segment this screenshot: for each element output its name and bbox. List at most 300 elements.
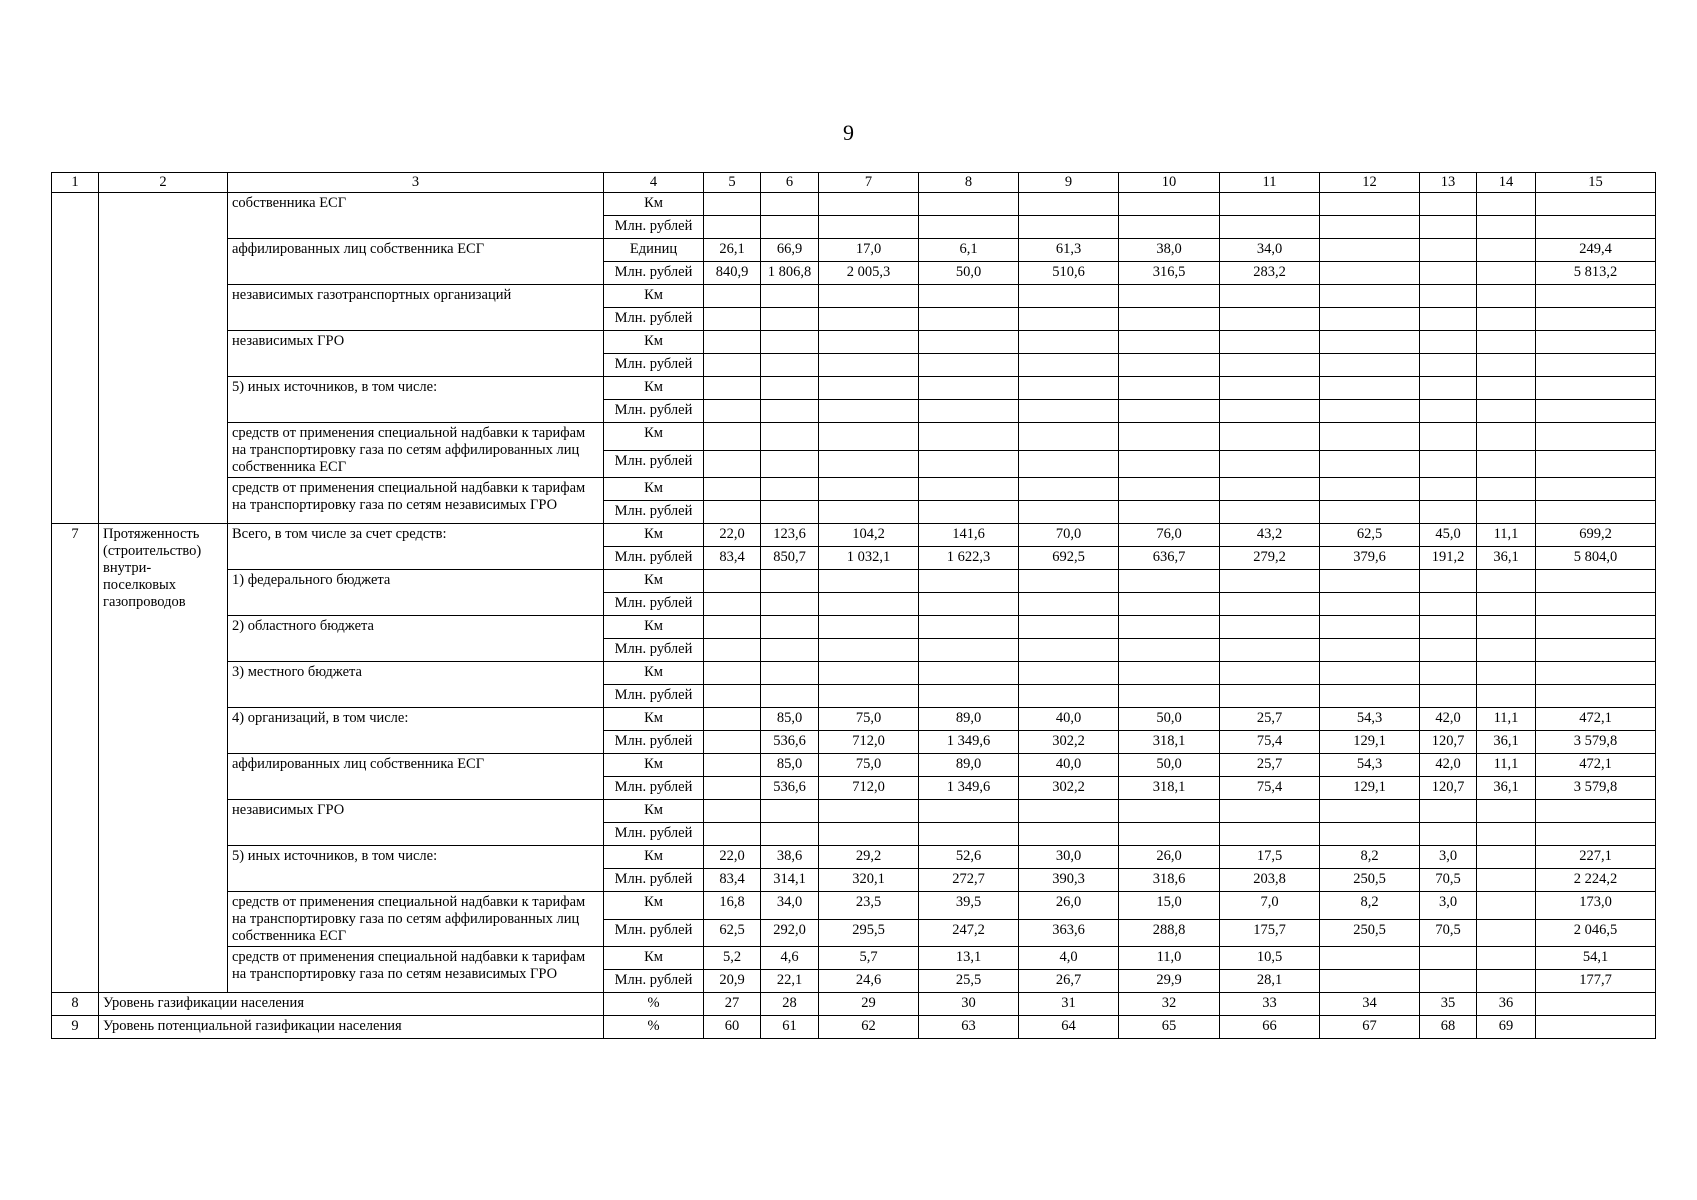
unit-cell: Км xyxy=(604,377,704,400)
unit-cell: Км xyxy=(604,892,704,920)
unit-cell: Единиц xyxy=(604,239,704,262)
value-cell xyxy=(1477,685,1536,708)
value-cell xyxy=(1019,331,1119,354)
value-cell: 302,2 xyxy=(1019,777,1119,800)
value-cell xyxy=(704,754,761,777)
value-cell xyxy=(1019,501,1119,524)
value-cell xyxy=(1536,400,1656,423)
value-cell xyxy=(1220,216,1320,239)
value-cell xyxy=(819,593,919,616)
value-cell: 104,2 xyxy=(819,524,919,547)
value-cell: 33 xyxy=(1220,993,1320,1016)
unit-cell: Млн. рублей xyxy=(604,262,704,285)
value-cell: 61,3 xyxy=(1019,239,1119,262)
value-cell: 1 622,3 xyxy=(919,547,1019,570)
value-cell xyxy=(1019,308,1119,331)
value-cell: 279,2 xyxy=(1220,547,1320,570)
header-row xyxy=(52,173,1656,193)
value-cell: 50,0 xyxy=(1119,708,1220,731)
value-cell xyxy=(704,331,761,354)
value-cell xyxy=(1119,193,1220,216)
unit-cell: Млн. рублей xyxy=(604,400,704,423)
value-cell: 1 806,8 xyxy=(761,262,819,285)
table-row xyxy=(52,239,1656,262)
value-cell xyxy=(1536,308,1656,331)
value-cell xyxy=(819,354,919,377)
value-cell xyxy=(1536,593,1656,616)
item-name-cell: 2) областного бюджета xyxy=(228,616,604,662)
value-cell xyxy=(1477,377,1536,400)
column-header: 3 xyxy=(228,173,604,193)
unit-cell: Млн. рублей xyxy=(604,970,704,993)
column-header: 11 xyxy=(1220,173,1320,193)
value-cell: 27 xyxy=(704,993,761,1016)
value-cell xyxy=(1119,501,1220,524)
value-cell: 29,2 xyxy=(819,846,919,869)
value-cell: 38,6 xyxy=(761,846,819,869)
value-cell xyxy=(1477,892,1536,920)
value-cell xyxy=(1477,400,1536,423)
value-cell xyxy=(1420,616,1477,639)
column-header: 15 xyxy=(1536,173,1656,193)
value-cell xyxy=(1420,423,1477,451)
value-cell xyxy=(1119,377,1220,400)
value-cell: 50,0 xyxy=(1119,754,1220,777)
value-cell xyxy=(1420,947,1477,970)
value-cell xyxy=(1420,662,1477,685)
value-cell xyxy=(1477,331,1536,354)
unit-cell: Млн. рублей xyxy=(604,593,704,616)
value-cell: 36 xyxy=(1477,993,1536,1016)
value-cell: 227,1 xyxy=(1536,846,1656,869)
table-row xyxy=(52,193,1656,216)
value-cell xyxy=(919,450,1019,478)
value-cell: 5 813,2 xyxy=(1536,262,1656,285)
item-name-cell: 5) иных источников, в том числе: xyxy=(228,377,604,423)
value-cell xyxy=(704,731,761,754)
value-cell: 2 046,5 xyxy=(1536,919,1656,947)
value-cell xyxy=(819,423,919,451)
value-cell xyxy=(1320,823,1420,846)
value-cell xyxy=(1420,800,1477,823)
value-cell xyxy=(1536,800,1656,823)
value-cell xyxy=(761,823,819,846)
value-cell: 17,5 xyxy=(1220,846,1320,869)
value-cell: 36,1 xyxy=(1477,731,1536,754)
value-cell xyxy=(819,478,919,501)
value-cell: 28 xyxy=(761,993,819,1016)
value-cell xyxy=(704,400,761,423)
value-cell xyxy=(1420,685,1477,708)
value-cell xyxy=(1536,331,1656,354)
value-cell: 1 349,6 xyxy=(919,777,1019,800)
value-cell xyxy=(1477,239,1536,262)
value-cell: 22,0 xyxy=(704,524,761,547)
value-cell xyxy=(1320,616,1420,639)
item-name-cell: независимых ГРО xyxy=(228,331,604,377)
column-header: 4 xyxy=(604,173,704,193)
item-name-cell: аффилированных лиц собственника ЕСГ xyxy=(228,754,604,800)
value-cell: 52,6 xyxy=(919,846,1019,869)
item-name-cell: средств от применения специальной надбавки к тарифам на транспортировку газа по сетям независимых ГРО xyxy=(228,947,604,993)
value-cell: 26,7 xyxy=(1019,970,1119,993)
value-cell xyxy=(1420,501,1477,524)
value-cell xyxy=(704,800,761,823)
column-header: 12 xyxy=(1320,173,1420,193)
row-index-cell: 9 xyxy=(52,1016,99,1039)
value-cell: 8,2 xyxy=(1320,892,1420,920)
value-cell xyxy=(1220,593,1320,616)
value-cell xyxy=(761,331,819,354)
value-cell xyxy=(1536,478,1656,501)
value-cell: 15,0 xyxy=(1119,892,1220,920)
value-cell: 66,9 xyxy=(761,239,819,262)
unit-cell: Млн. рублей xyxy=(604,216,704,239)
unit-cell: Км xyxy=(604,754,704,777)
value-cell xyxy=(1320,593,1420,616)
value-cell xyxy=(761,423,819,451)
value-cell xyxy=(761,800,819,823)
column-header: 6 xyxy=(761,173,819,193)
value-cell: 295,5 xyxy=(819,919,919,947)
unit-cell: Км xyxy=(604,478,704,501)
value-cell xyxy=(1536,685,1656,708)
value-cell xyxy=(819,308,919,331)
value-cell xyxy=(1420,639,1477,662)
value-cell xyxy=(1477,970,1536,993)
value-cell: 288,8 xyxy=(1119,919,1220,947)
value-cell xyxy=(1320,662,1420,685)
value-cell xyxy=(1320,478,1420,501)
value-cell: 34,0 xyxy=(1220,239,1320,262)
value-cell xyxy=(1536,662,1656,685)
value-cell xyxy=(919,800,1019,823)
value-cell: 69 xyxy=(1477,1016,1536,1039)
value-cell xyxy=(1420,285,1477,308)
value-cell xyxy=(761,478,819,501)
value-cell: 536,6 xyxy=(761,731,819,754)
value-cell xyxy=(819,400,919,423)
item-name-cell: средств от применения специальной надбавки к тарифам на транспортировку газа по сетям независимых ГРО xyxy=(228,478,604,524)
value-cell: 75,0 xyxy=(819,754,919,777)
value-cell xyxy=(1477,593,1536,616)
value-cell xyxy=(1320,970,1420,993)
value-cell: 30,0 xyxy=(1019,846,1119,869)
value-cell xyxy=(919,639,1019,662)
value-cell: 42,0 xyxy=(1420,708,1477,731)
value-cell: 89,0 xyxy=(919,754,1019,777)
value-cell xyxy=(1220,501,1320,524)
value-cell xyxy=(819,685,919,708)
value-cell: 40,0 xyxy=(1019,708,1119,731)
item-name-cell: 4) организаций, в том числе: xyxy=(228,708,604,754)
value-cell xyxy=(1477,947,1536,970)
value-cell: 29 xyxy=(819,993,919,1016)
column-header: 7 xyxy=(819,173,919,193)
value-cell xyxy=(1019,593,1119,616)
value-cell xyxy=(1019,823,1119,846)
value-cell xyxy=(1119,423,1220,451)
value-cell xyxy=(919,400,1019,423)
value-cell xyxy=(761,377,819,400)
value-cell: 320,1 xyxy=(819,869,919,892)
value-cell: 54,3 xyxy=(1320,708,1420,731)
value-cell xyxy=(1220,193,1320,216)
value-cell: 292,0 xyxy=(761,919,819,947)
table-row xyxy=(52,377,1656,400)
value-cell: 129,1 xyxy=(1320,777,1420,800)
value-cell xyxy=(704,777,761,800)
value-cell xyxy=(704,354,761,377)
value-cell: 76,0 xyxy=(1119,524,1220,547)
table-row xyxy=(52,331,1656,354)
value-cell xyxy=(1320,570,1420,593)
value-cell xyxy=(1220,478,1320,501)
unit-cell: Млн. рублей xyxy=(604,501,704,524)
value-cell xyxy=(1119,593,1220,616)
value-cell: 318,1 xyxy=(1119,777,1220,800)
unit-cell: Млн. рублей xyxy=(604,823,704,846)
value-cell xyxy=(1420,216,1477,239)
value-cell xyxy=(1320,501,1420,524)
value-cell: 5,7 xyxy=(819,947,919,970)
value-cell xyxy=(1320,947,1420,970)
value-cell: 3 579,8 xyxy=(1536,777,1656,800)
value-cell: 712,0 xyxy=(819,777,919,800)
unit-cell: % xyxy=(604,993,704,1016)
value-cell: 36,1 xyxy=(1477,777,1536,800)
value-cell xyxy=(1420,262,1477,285)
value-cell xyxy=(1477,869,1536,892)
unit-cell: Км xyxy=(604,800,704,823)
value-cell xyxy=(1320,639,1420,662)
value-cell: 25,7 xyxy=(1220,754,1320,777)
row-index-cell: 7 xyxy=(52,524,99,993)
value-cell: 129,1 xyxy=(1320,731,1420,754)
value-cell: 2 224,2 xyxy=(1536,869,1656,892)
value-cell xyxy=(1477,478,1536,501)
value-cell: 54,1 xyxy=(1536,947,1656,970)
value-cell: 60 xyxy=(704,1016,761,1039)
table-row xyxy=(52,570,1656,593)
value-cell: 65 xyxy=(1119,1016,1220,1039)
value-cell xyxy=(819,662,919,685)
unit-cell: % xyxy=(604,1016,704,1039)
unit-cell: Км xyxy=(604,947,704,970)
value-cell: 1 032,1 xyxy=(819,547,919,570)
value-cell xyxy=(1420,450,1477,478)
column-header: 1 xyxy=(52,173,99,193)
value-cell xyxy=(819,331,919,354)
value-cell xyxy=(1119,800,1220,823)
value-cell xyxy=(1477,501,1536,524)
value-cell: 26,1 xyxy=(704,239,761,262)
value-cell: 11,0 xyxy=(1119,947,1220,970)
value-cell: 173,0 xyxy=(1536,892,1656,920)
value-cell xyxy=(1019,685,1119,708)
value-cell xyxy=(704,570,761,593)
value-cell xyxy=(919,308,1019,331)
value-cell xyxy=(1536,285,1656,308)
value-cell xyxy=(1477,262,1536,285)
value-cell xyxy=(704,216,761,239)
value-cell: 11,1 xyxy=(1477,708,1536,731)
value-cell xyxy=(1220,400,1320,423)
value-cell: 6,1 xyxy=(919,239,1019,262)
value-cell: 314,1 xyxy=(761,869,819,892)
value-cell xyxy=(819,800,919,823)
value-cell xyxy=(1220,354,1320,377)
value-cell xyxy=(1420,570,1477,593)
value-cell xyxy=(1119,216,1220,239)
unit-cell: Млн. рублей xyxy=(604,354,704,377)
value-cell: 22,0 xyxy=(704,846,761,869)
item-name-cell: собственника ЕСГ xyxy=(228,193,604,239)
value-cell xyxy=(919,354,1019,377)
value-cell xyxy=(1220,685,1320,708)
value-cell: 70,0 xyxy=(1019,524,1119,547)
value-cell: 75,4 xyxy=(1220,777,1320,800)
value-cell xyxy=(1477,354,1536,377)
value-cell xyxy=(704,423,761,451)
item-name-cell: 1) федерального бюджета xyxy=(228,570,604,616)
value-cell xyxy=(1477,423,1536,451)
value-cell: 141,6 xyxy=(919,524,1019,547)
value-cell xyxy=(1420,193,1477,216)
table-row xyxy=(52,846,1656,869)
data-table xyxy=(51,172,1656,1039)
value-cell xyxy=(1220,662,1320,685)
value-cell xyxy=(761,216,819,239)
unit-cell: Млн. рублей xyxy=(604,547,704,570)
value-cell: 63 xyxy=(919,1016,1019,1039)
table-body xyxy=(52,173,1656,1039)
value-cell xyxy=(1320,331,1420,354)
value-cell xyxy=(1536,423,1656,451)
value-cell: 840,9 xyxy=(704,262,761,285)
value-cell xyxy=(1536,570,1656,593)
table-row xyxy=(52,708,1656,731)
value-cell xyxy=(1119,285,1220,308)
value-cell xyxy=(1477,639,1536,662)
value-cell xyxy=(1119,400,1220,423)
indicator-name-cell xyxy=(99,193,228,524)
value-cell: 38,0 xyxy=(1119,239,1220,262)
value-cell: 249,4 xyxy=(1536,239,1656,262)
value-cell xyxy=(1019,400,1119,423)
value-cell xyxy=(704,308,761,331)
value-cell xyxy=(1477,823,1536,846)
value-cell xyxy=(1477,800,1536,823)
value-cell xyxy=(704,450,761,478)
value-cell: 75,4 xyxy=(1220,731,1320,754)
column-header: 14 xyxy=(1477,173,1536,193)
value-cell: 26,0 xyxy=(1019,892,1119,920)
value-cell: 472,1 xyxy=(1536,754,1656,777)
value-cell: 35 xyxy=(1420,993,1477,1016)
value-cell xyxy=(761,662,819,685)
value-cell xyxy=(919,570,1019,593)
value-cell: 89,0 xyxy=(919,708,1019,731)
value-cell: 191,2 xyxy=(1420,547,1477,570)
value-cell: 39,5 xyxy=(919,892,1019,920)
value-cell: 536,6 xyxy=(761,777,819,800)
value-cell: 712,0 xyxy=(819,731,919,754)
value-cell: 40,0 xyxy=(1019,754,1119,777)
value-cell xyxy=(1536,193,1656,216)
value-cell: 472,1 xyxy=(1536,708,1656,731)
value-cell xyxy=(1477,919,1536,947)
value-cell: 43,2 xyxy=(1220,524,1320,547)
unit-cell: Км xyxy=(604,193,704,216)
table-row xyxy=(52,1016,1656,1039)
value-cell xyxy=(1420,478,1477,501)
value-cell xyxy=(819,501,919,524)
value-cell xyxy=(1220,308,1320,331)
value-cell: 3 579,8 xyxy=(1536,731,1656,754)
value-cell: 636,7 xyxy=(1119,547,1220,570)
value-cell xyxy=(1477,616,1536,639)
value-cell: 8,2 xyxy=(1320,846,1420,869)
unit-cell: Км xyxy=(604,708,704,731)
table-row xyxy=(52,478,1656,501)
value-cell: 11,1 xyxy=(1477,754,1536,777)
value-cell xyxy=(1119,685,1220,708)
value-cell xyxy=(919,423,1019,451)
column-header: 5 xyxy=(704,173,761,193)
value-cell xyxy=(1320,800,1420,823)
value-cell: 42,0 xyxy=(1420,754,1477,777)
value-cell: 62,5 xyxy=(1320,524,1420,547)
value-cell: 120,7 xyxy=(1420,731,1477,754)
value-cell xyxy=(1477,285,1536,308)
value-cell: 699,2 xyxy=(1536,524,1656,547)
table-row xyxy=(52,423,1656,451)
value-cell xyxy=(1477,450,1536,478)
value-cell xyxy=(704,193,761,216)
value-cell xyxy=(1019,193,1119,216)
value-cell: 23,5 xyxy=(819,892,919,920)
value-cell xyxy=(704,478,761,501)
value-cell: 5,2 xyxy=(704,947,761,970)
value-cell xyxy=(1119,450,1220,478)
value-cell xyxy=(1320,423,1420,451)
value-cell xyxy=(819,639,919,662)
indicator-name-cell: Протяженность (строительство) внутри-поселковых газопроводов xyxy=(99,524,228,993)
value-cell xyxy=(1536,639,1656,662)
value-cell xyxy=(1477,846,1536,869)
value-cell xyxy=(819,377,919,400)
value-cell: 4,6 xyxy=(761,947,819,970)
value-cell xyxy=(1320,216,1420,239)
value-cell xyxy=(819,285,919,308)
value-cell: 363,6 xyxy=(1019,919,1119,947)
value-cell: 66 xyxy=(1220,1016,1320,1039)
value-cell: 17,0 xyxy=(819,239,919,262)
unit-cell: Км xyxy=(604,616,704,639)
value-cell: 70,5 xyxy=(1420,869,1477,892)
value-cell: 83,4 xyxy=(704,547,761,570)
value-cell xyxy=(761,285,819,308)
item-name-cell: независимых газотранспортных организаций xyxy=(228,285,604,331)
value-cell: 22,1 xyxy=(761,970,819,993)
value-cell xyxy=(704,501,761,524)
value-cell: 283,2 xyxy=(1220,262,1320,285)
value-cell: 175,7 xyxy=(1220,919,1320,947)
value-cell: 62,5 xyxy=(704,919,761,947)
value-cell: 250,5 xyxy=(1320,869,1420,892)
value-cell: 3,0 xyxy=(1420,892,1477,920)
